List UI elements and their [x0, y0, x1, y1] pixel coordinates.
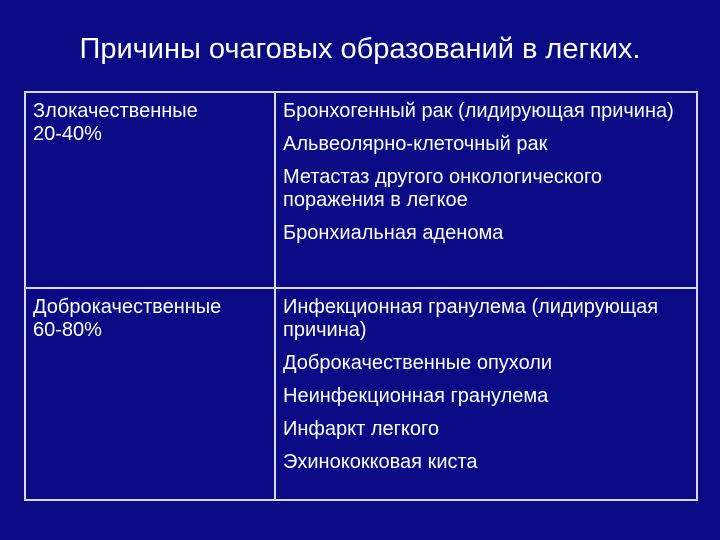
table-row-benign — [25, 288, 697, 500]
category-cell-malignant — [25, 92, 275, 288]
category-label: Доброкачественные — [33, 296, 222, 318]
list-item: Эхинококковая киста — [283, 451, 478, 473]
causes-table — [24, 91, 698, 501]
list-item: Альвеолярно-клеточный рак — [283, 133, 548, 155]
category-percent: 20-40% — [33, 123, 102, 145]
list-item: Инфекционная гранулема (лидирующая причина) — [283, 296, 659, 341]
table-row-malignant — [25, 92, 697, 288]
list-item: Бронхогенный рак (лидирующая причина) — [283, 100, 674, 122]
list-item: Неинфекционная гранулема — [283, 385, 549, 407]
list-item: Инфаркт легкого — [283, 418, 439, 440]
category-label: Злокачественные — [33, 100, 198, 122]
slide-title: Причины очаговых образований в легких. — [79, 33, 641, 65]
causes-cell-malignant — [275, 92, 697, 288]
list-item: Метастаз другого онкологического поражения в легкое — [283, 166, 602, 211]
list-item: Доброкачественные опухоли — [283, 352, 553, 374]
causes-cell-benign — [275, 288, 697, 500]
category-cell-benign — [25, 288, 275, 500]
list-item: Бронхиальная аденома — [283, 222, 504, 244]
category-percent: 60-80% — [33, 319, 102, 341]
